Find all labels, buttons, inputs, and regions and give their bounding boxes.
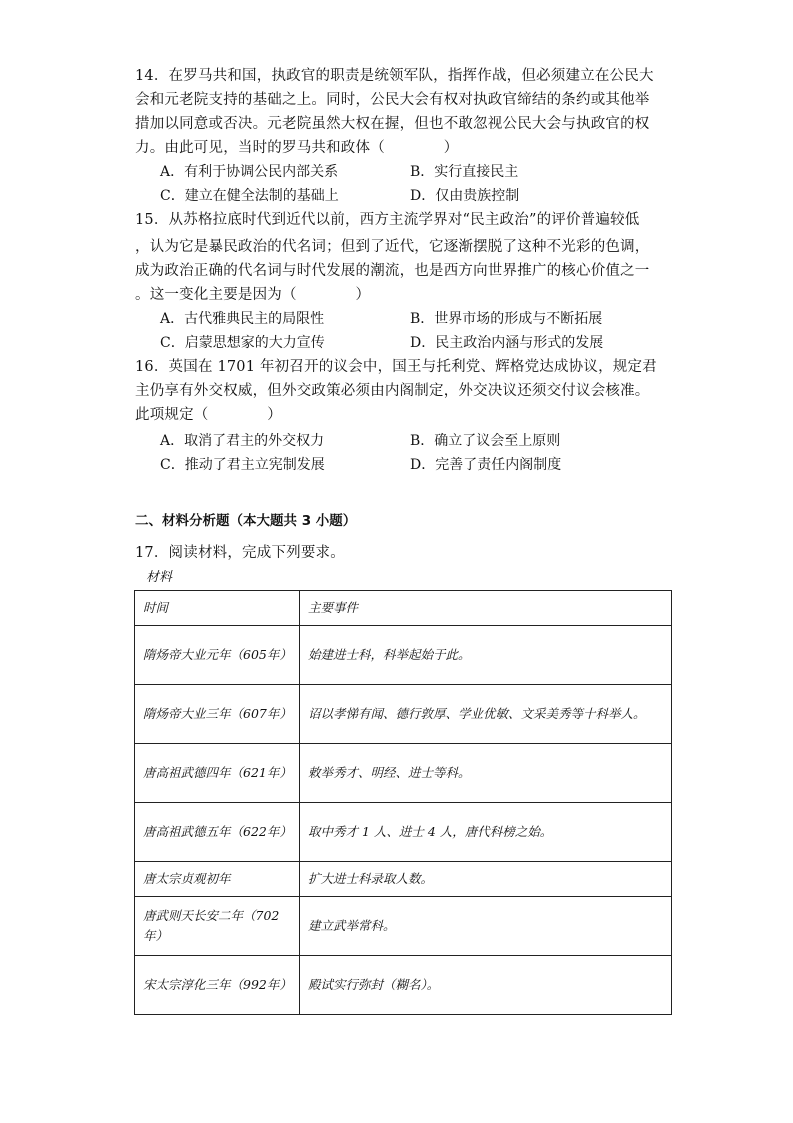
event-cell: 建立武举常科。 xyxy=(300,897,672,956)
time-cell: 唐太宗贞观初年 xyxy=(135,862,300,897)
table-row xyxy=(135,897,672,956)
header-time: 时间 xyxy=(135,591,300,626)
event-cell: 殿试实行弥封（糊名）。 xyxy=(300,956,672,1015)
table-row xyxy=(135,956,672,1015)
q14-option-a: A．有利于协调公民内部关系 xyxy=(160,164,339,180)
q16-option-d: D．完善了责任内阁制度 xyxy=(410,457,562,473)
q16-line-2: 主仍享有外交权威，但外交政策必须由内阁制定，外交决议还须交付议会核准。 xyxy=(135,383,650,399)
q14-line-1: 14．在罗马共和国，执政官的职责是统领军队，指挥作战，但必须建立在公民大 xyxy=(135,68,654,84)
time-cell: 唐武则天长安二年（702年） xyxy=(135,897,300,956)
table-row xyxy=(135,685,672,744)
material-label: 材料 xyxy=(146,570,173,585)
q17-prompt: 17．阅读材料，完成下列要求。 xyxy=(135,545,345,561)
header-event: 主要事件 xyxy=(300,591,672,626)
table-header-row xyxy=(135,591,672,626)
event-cell: 取中秀才 1 人、进士 4 人，唐代科榜之始。 xyxy=(300,803,672,862)
q14-line-3: 措加以同意或否决。元老院虽然大权在握，但也不敢忽视公民大会与执政官的权 xyxy=(135,116,650,132)
q15-option-c: C．启蒙思想家的大力宣传 xyxy=(160,335,325,351)
time-cell: 唐高祖武德五年（622年） xyxy=(135,803,300,862)
q14-option-d: D．仅由贵族控制 xyxy=(410,188,520,204)
q14-line-4: 力。由此可见，当时的罗马共和政体（ ） xyxy=(135,140,459,156)
table-row xyxy=(135,744,672,803)
table-row xyxy=(135,803,672,862)
time-cell: 唐高祖武德四年（621年） xyxy=(135,744,300,803)
event-cell: 敕举秀才、明经、进士等科。 xyxy=(300,744,672,803)
table-row xyxy=(135,626,672,685)
q15-line-2: ，认为它是暴民政治的代名词；但到了近代，它逐渐摆脱了这种不光彩的色调， xyxy=(135,239,650,255)
q14-line-2: 会和元老院支持的基础之上。同时，公民大会有权对执政官缔结的条约或其他举 xyxy=(135,92,650,108)
q15-option-d: D．民主政治内涵与形式的发展 xyxy=(410,335,604,351)
q16-line-3: 此项规定（ ） xyxy=(135,407,282,423)
q14-option-b: B．实行直接民主 xyxy=(410,164,519,180)
time-cell: 隋炀帝大业元年（605年） xyxy=(135,626,300,685)
event-cell: 诏以孝悌有闻、德行敦厚、学业优敏、文采美秀等十科举人。 xyxy=(300,685,672,744)
section-2-title: 二、材料分析题（本大题共 3 小题） xyxy=(135,513,357,529)
time-cell: 隋炀帝大业三年（607年） xyxy=(135,685,300,744)
q15-line-4: 。这一变化主要是因为（ ） xyxy=(135,287,371,303)
q15-option-b: B．世界市场的形成与不断拓展 xyxy=(410,311,603,327)
q16-option-b: B．确立了议会至上原则 xyxy=(410,433,561,449)
event-cell: 始建进士科，科举起始于此。 xyxy=(300,626,672,685)
event-cell: 扩大进士科录取人数。 xyxy=(300,862,672,897)
table-row xyxy=(135,862,672,897)
q15-line-3: 成为政治正确的代名词与时代发展的潮流，也是西方向世界推广的核心价值之一 xyxy=(135,263,650,279)
q15-line-1: 15．从苏格拉底时代到近代以前，西方主流学界对“民主政治”的评价普遍较低 xyxy=(135,212,640,228)
time-cell: 宋太宗淳化三年（992年） xyxy=(135,956,300,1015)
material-table xyxy=(134,590,672,1015)
q14-option-c: C．建立在健全法制的基础上 xyxy=(160,188,339,204)
q16-line-1: 16．英国在 1701 年初召开的议会中，国王与托利党、辉格党达成协议，规定君 xyxy=(135,359,657,375)
q15-option-a: A．古代雅典民主的局限性 xyxy=(160,311,325,327)
q16-option-c: C．推动了君主立宪制发展 xyxy=(160,457,325,473)
q16-option-a: A．取消了君主的外交权力 xyxy=(160,433,325,449)
